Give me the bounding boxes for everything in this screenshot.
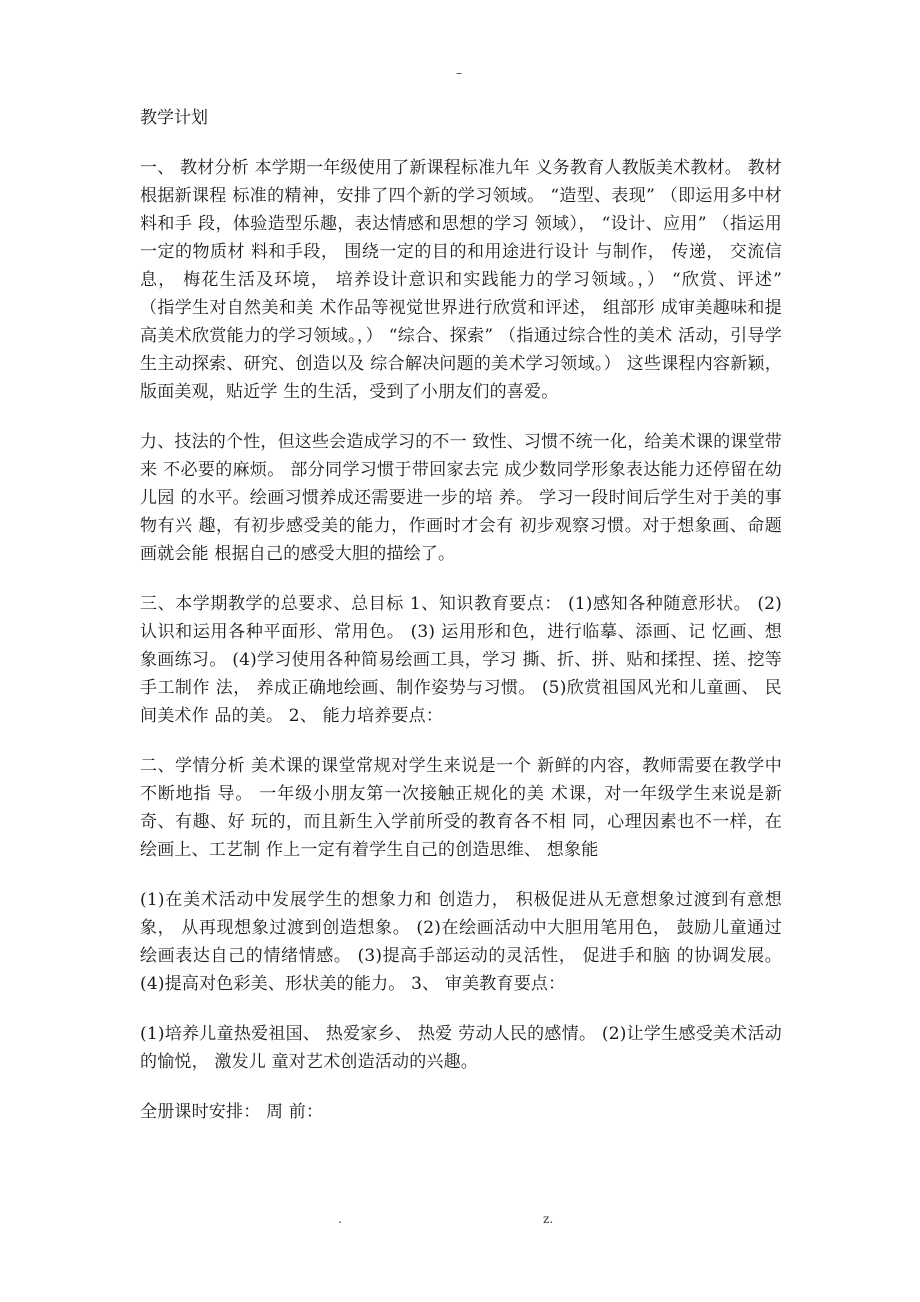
document-title: 教学计划 (140, 108, 208, 128)
paragraph-schedule: 全册课时安排： 周 前： (140, 1102, 324, 1122)
paragraph-ability-points: (1)在美术活动中发展学生的想象力和 创造力， 积极促进从无意想象过渡到有意想 象， 从再现想象过渡到创造想象。 (2)在绘画活动中大胆用笔用色， 鼓励儿童通过绘画表达自己的情绪情感。 (3)提高手部运动的灵活性， 促进手和脑 的协调发展。 (4)提高对色彩美、形状美的能力。 3、 审美教育要点： (140, 890, 782, 994)
footer-left-mark: . (338, 1212, 342, 1226)
footer-right-mark: z. (543, 1212, 554, 1226)
paragraph-aesthetic-points: (1)培养儿童热爱祖国、 热爱家乡、 热爱 劳动人民的感情。 (2)让学生感受美术活动的愉悦， 激发儿 童对艺术创造活动的兴趣。 (140, 1024, 782, 1072)
header-mark: – (456, 66, 462, 80)
paragraph-textbook-analysis: 一、 教材分析 本学期一年级使用了新课程标准九年 义务教育人教版美术教材。 教材根据新课程 标准的精神，安排了四个新的学习领域。 “造型、表现” （即运用多中材料和手 段，体验造型乐趣，表达情感和思想的学习 领域）， “设计、应用” （指运用一定的物质材 料和手段， 围绕一定的目的和用途进行设计 与制作， 传递， 交流信息， 梅花生活及环境， 培养设计意识和实践能力的学习领域。，） “欣赏、评述” （指学生对自然美和美 术作品等视觉世界进行欣赏和评述， 组部形 成审美趣味和提高美术欣赏能力的学习领域。，） “综合、探索” （指通过综合性的美术 活动，引导学生主动探索、研究、创造以及 综合解决问题的美术学习领域。） 这些课程内容新颖，版面美观，贴近学 生的生活，受到了小朋友们的喜爱。 (140, 158, 782, 402)
document-body (140, 104, 782, 1148)
paragraph-skills: 力、技法的个性，但这些会造成学习的不一 致性、习惯不统一化，给美术课的课堂带来 不必要的麻烦。 部分同学习惯于带回家去完 成少数同学形象表达能力还停留在幼儿园 的水平。绘画习惯养成还需要进一步的培 养。 学习一段时间后学生对于美的事物有兴 趣，有初步感受美的能力，作画时才会有 初步观察习惯。对于想象画、命题画就会能 根据自己的感受大胆的描绘了。 (140, 432, 783, 564)
paragraph-student-analysis: 二、学情分析 美术课的课堂常规对学生来说是一个 新鲜的内容，教师需要在教学中不断地指 导。 一年级小朋友第一次接触正规化的美 术课，对一年级学生来说是新奇、有趣、好 玩的，而且新生入学前所受的教育各不相 同，心理因素也不一样，在绘画上、工艺制 作上一定有着学生自己的创造思维、 想象能 (140, 756, 782, 860)
paragraph-goals: 三、本学期教学的总要求、总目标 1、知识教育要点： (1)感知各种随意形状。 (2)认识和运用各种平面形、常用色。 (3) 运用形和色，进行临摹、添画、记 忆画、想象画练习。 (4)学习使用各种简易绘画工具，学习 撕、折、拼、贴和揉捏、搓、挖等手工制作 法， 养成正确地绘画、制作姿势与习惯。 (5)欣赏祖国风光和儿童画、 民间美术作 品的美。 2、 能力培养要点： (140, 594, 782, 726)
